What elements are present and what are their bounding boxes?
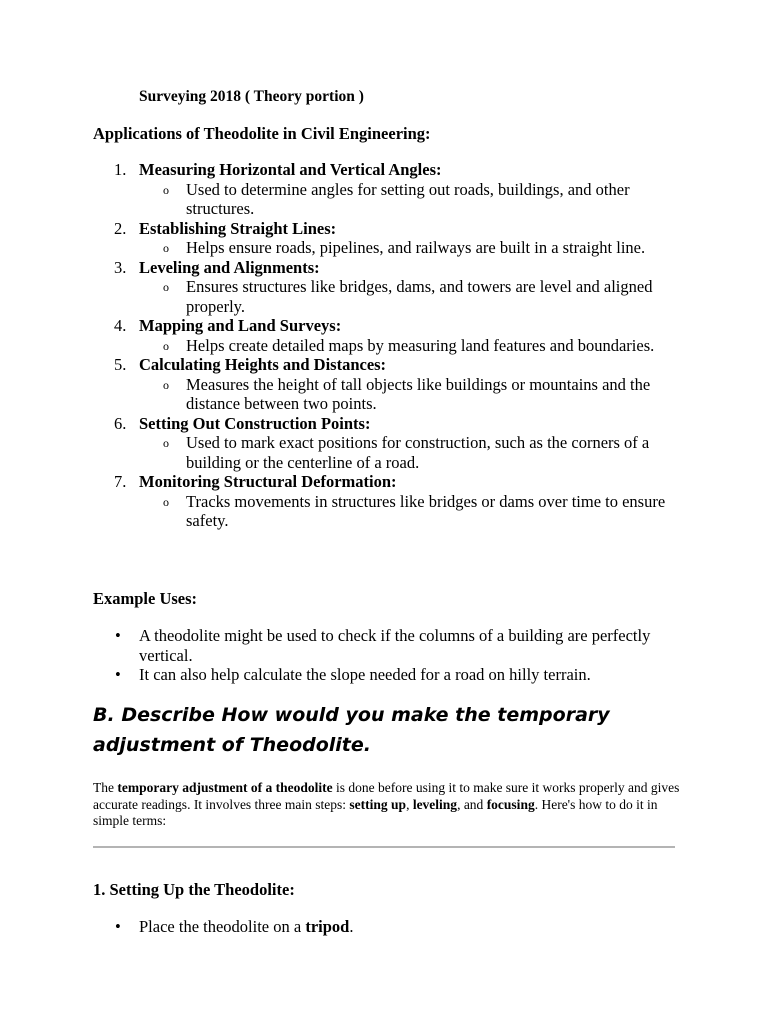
section-b-intro — [93, 780, 683, 830]
item-detail-text: Measures the height of tall objects like buildings or mountains and the distance between two points. — [186, 374, 651, 413]
item-number: 5. — [114, 355, 127, 374]
list-item — [93, 917, 653, 937]
intro-text: , — [406, 796, 413, 812]
circle-bullet-icon: o — [163, 280, 169, 294]
item-number: 2. — [114, 218, 127, 238]
item-detail — [139, 238, 683, 258]
circle-bullet-icon: o — [163, 241, 169, 255]
item-title: Leveling and Alignments: — [139, 257, 320, 277]
setting-up-heading: 1. Setting Up the Theodolite: — [93, 880, 295, 899]
setting-up-steps-list — [93, 917, 653, 937]
list-item-text: A theodolite might be used to check if the columns of a building are perfectly vertical. — [139, 626, 651, 665]
item-detail — [139, 336, 683, 356]
item-number: 4. — [114, 316, 127, 335]
item-detail — [139, 180, 683, 219]
application-item — [93, 316, 683, 355]
item-title: Calculating Heights and Distances: — [139, 355, 387, 374]
item-detail — [139, 277, 683, 316]
intro-text: . Here's how to do it in simple terms: — [93, 796, 658, 828]
application-item — [93, 414, 683, 473]
applications-heading: Applications of Theodolite in Civil Engineering: — [93, 124, 431, 143]
item-title: Measuring Horizontal and Vertical Angles: — [139, 160, 442, 179]
bullet-icon: • — [115, 917, 121, 936]
bullet-icon: • — [115, 665, 121, 684]
item-number: 1. — [114, 160, 127, 179]
example-uses-heading: Example Uses: — [93, 589, 198, 608]
application-item — [93, 219, 683, 258]
circle-bullet-icon: o — [163, 338, 169, 353]
circle-bullet-icon: o — [163, 494, 169, 509]
item-title: Monitoring Structural Deformation: — [139, 472, 397, 491]
intro-text: , and — [457, 796, 487, 812]
item-detail-text: Used to mark exact positions for construction, such as the corners of a building or the centerline of a road. — [186, 433, 650, 472]
item-number: 3. — [114, 257, 127, 277]
item-detail-text: Helps ensure roads, pipelines, and railways are built in a straight line. — [186, 238, 646, 257]
item-detail — [139, 492, 683, 531]
item-detail-text: Ensures structures like bridges, dams, and towers are level and aligned properly. — [186, 277, 653, 316]
item-detail-text: Tracks movements in structures like bridges or dams over time to ensure safety. — [186, 491, 666, 530]
bullet-icon: • — [115, 626, 121, 645]
circle-bullet-icon: o — [163, 182, 169, 197]
item-detail — [139, 375, 683, 414]
item-number: 6. — [114, 413, 127, 433]
section-b-heading: B. Describe How would you make the temporary adjustment of Theodolite. — [93, 704, 610, 756]
list-item — [93, 626, 653, 665]
intro-bold: focusing — [486, 796, 535, 812]
example-uses-list — [93, 626, 653, 685]
item-detail-text: Used to determine angles for setting out roads, buildings, and other structures. — [186, 179, 630, 218]
step-text: Place the theodolite on a — [139, 917, 306, 936]
step-bold: tripod — [305, 917, 350, 936]
step-text: . — [349, 917, 354, 936]
intro-bold: leveling — [412, 796, 458, 812]
list-item — [93, 665, 653, 685]
item-title: Establishing Straight Lines: — [139, 218, 337, 238]
item-number: 7. — [114, 472, 127, 491]
list-item-text: It can also help calculate the slope needed for a road on hilly terrain. — [139, 665, 591, 684]
application-item — [93, 160, 683, 219]
intro-bold: setting up — [349, 796, 407, 812]
item-title: Setting Out Construction Points: — [139, 413, 371, 433]
circle-bullet-icon: o — [163, 377, 169, 392]
circle-bullet-icon: o — [163, 436, 169, 450]
intro-bold: temporary adjustment of a theodolite — [117, 780, 333, 795]
document-header-title: Surveying 2018 ( Theory portion ) — [139, 88, 364, 105]
intro-text: is done before using it to make sure it works properly and gives accurate readings. It involves three main steps: — [93, 780, 680, 812]
intro-text: The — [93, 780, 118, 795]
application-item — [93, 258, 683, 317]
applications-list — [93, 160, 683, 531]
application-item — [93, 355, 683, 414]
application-item — [93, 472, 683, 531]
item-title: Mapping and Land Surveys: — [139, 316, 342, 335]
horizontal-divider — [93, 846, 675, 848]
item-detail-text: Helps create detailed maps by measuring land features and boundaries. — [186, 335, 655, 355]
item-detail — [139, 433, 683, 472]
